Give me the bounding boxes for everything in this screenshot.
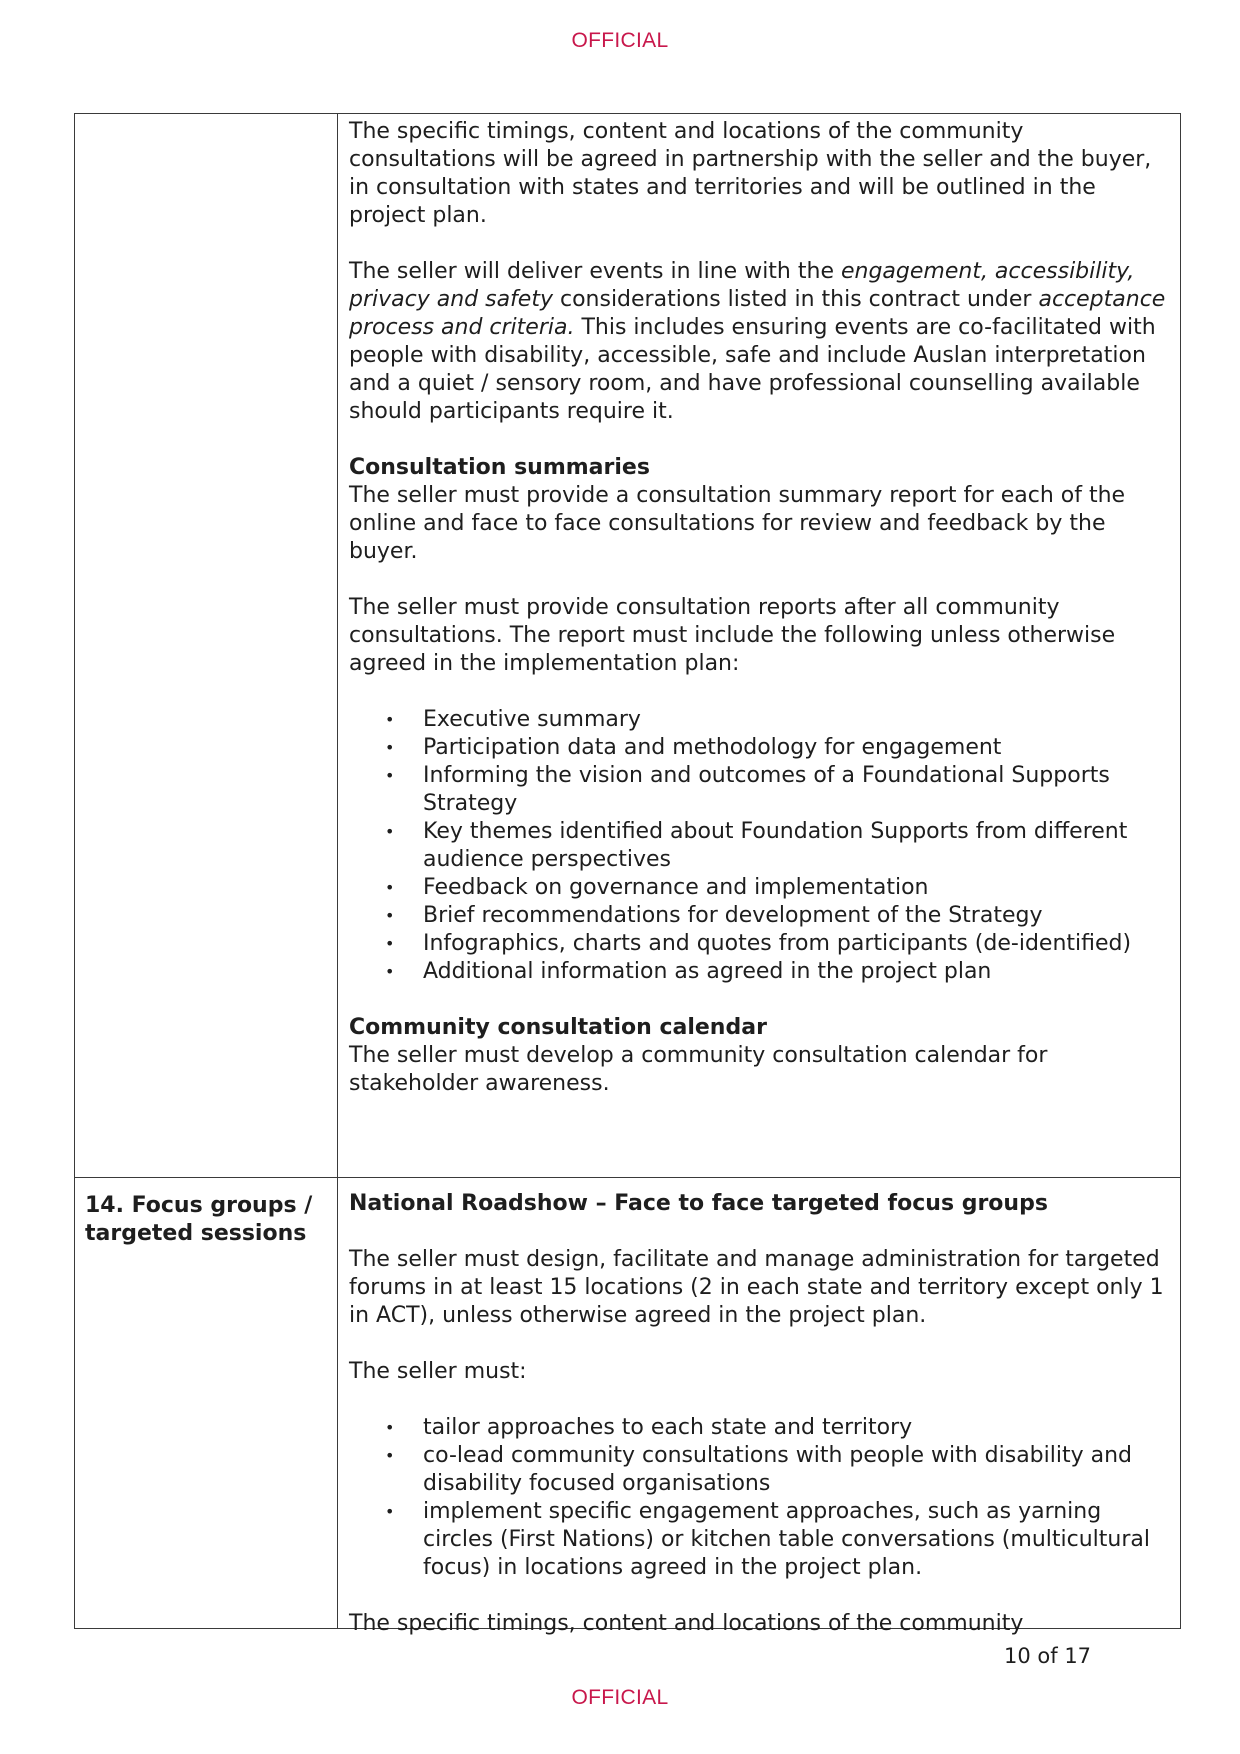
row-label: 14. Focus groups / targeted sessions <box>85 1193 313 1246</box>
bullet-list <box>349 706 1170 986</box>
list-item: • Informing the vision and outcomes of a Foundational Supports Strategy <box>423 762 1170 818</box>
section-heading: National Roadshow – Face to face targeted focus groups <box>349 1191 1048 1216</box>
list-item: • Additional information as agreed in the project plan <box>423 958 1170 986</box>
list-item: • implement specific engagement approaches, such as yarning circles (First Nations) or kitchen table conversations (multicultural focus) in locations agreed in the project plan. <box>423 1498 1170 1582</box>
paragraph: The seller must provide consultation reports after all community consultations. The report must include the following unless otherwise agreed in the implementation plan: <box>349 595 1116 676</box>
paragraph: The seller must: <box>349 1359 527 1384</box>
paragraph: The seller must develop a community consultation calendar for stakeholder awareness. <box>349 1043 1048 1096</box>
list-item: • Brief recommendations for development of the Strategy <box>423 902 1170 930</box>
italic-text: acceptance process and criteria. <box>349 287 1166 340</box>
paragraph: The seller must design, facilitate and manage administration for targeted forums in at least 15 locations (2 in each state and territory except only 1 in ACT), unless otherwise agreed in the project plan. <box>349 1247 1164 1328</box>
section-heading: Community consultation calendar <box>349 1015 767 1040</box>
paragraph: The specific timings, content and locations of the community <box>349 1611 1024 1636</box>
page-number: 10 of 17 <box>1004 1644 1092 1668</box>
row-content <box>349 1190 1170 1666</box>
table-row <box>75 114 1180 1178</box>
paragraph: The seller must provide a consultation summary report for each of the online and face to face consultations for review and feedback by the buyer. <box>349 483 1126 564</box>
requirements-table <box>74 113 1181 1636</box>
section-heading: Consultation summaries <box>349 455 650 480</box>
paragraph: The specific timings, content and locations of the community consultations will be agreed in partnership with the seller and the buyer, in consultation with states and territories and will be outlined in the project plan. <box>349 119 1152 228</box>
bullet-list <box>349 1414 1170 1582</box>
list-item: • co-lead community consultations with people with disability and disability focused organisations <box>423 1442 1170 1498</box>
paragraph: The seller will deliver events in line with the engagement, accessibility, privacy and safety considerations listed in this contract under acceptance process and criteria. This includes ensuring events are co-facilitated with people with disability, accessible, safe and include Auslan interpretation and a quiet / sensory room, and have professional counselling available should participants require it. <box>349 259 1166 424</box>
list-item: • Participation data and methodology for engagement <box>423 734 1170 762</box>
list-item: • Infographics, charts and quotes from participants (de-identified) <box>423 930 1170 958</box>
classification-marking-bottom: OFFICIAL <box>571 1686 669 1709</box>
italic-text: engagement, accessibility, privacy and safety <box>349 259 1135 312</box>
table-row <box>75 1178 1180 1636</box>
list-item: • Feedback on governance and implementation <box>423 874 1170 902</box>
list-item: • Key themes identified about Foundation Supports from different audience perspectives <box>423 818 1170 874</box>
row-content <box>349 118 1170 1126</box>
list-item: • tailor approaches to each state and territory <box>423 1414 1170 1442</box>
list-item: • Executive summary <box>423 706 1170 734</box>
classification-marking-top: OFFICIAL <box>571 29 669 52</box>
